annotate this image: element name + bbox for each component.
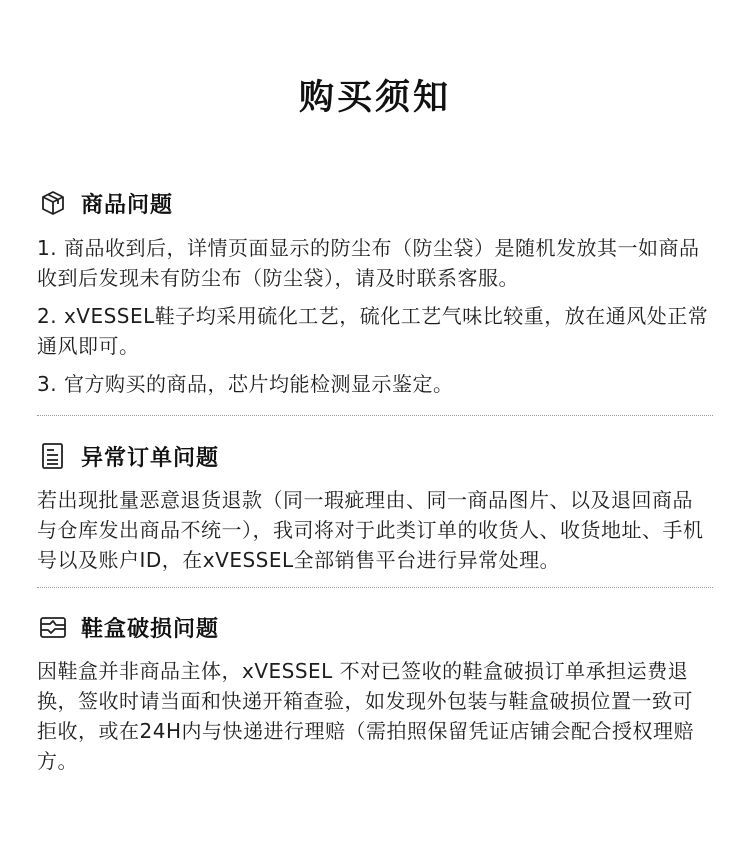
section-product-issues [37,186,713,399]
section-shoebox-damage [37,610,713,776]
paragraph: 1. 商品收到后，详情页面显示的防尘布（防尘袋）是随机发放其一如商品收到后发现未有防尘布（防尘袋），请及时联系客服。 [37,236,700,290]
paragraph: 若出现批量恶意退货退款（同一瑕疵理由、同一商品图片、以及退回商品与仓库发出商品不统一），我司将对于此类订单的收货人、收货地址、手机号以及账户ID，在xVESSEL全部销售平台进行异常处理。 [37,488,704,572]
section-header [37,610,713,644]
divider [37,587,713,588]
page-title: 购买须知 [298,78,451,118]
section-header [37,186,713,220]
paragraph: 2. xVESSEL鞋子均采用硫化工艺，硫化工艺气味比较重，放在通风处正常通风即可。 [37,304,709,358]
divider [37,415,713,416]
box-icon [37,187,69,219]
section-title: 鞋盒破损问题 [81,616,220,642]
paragraph: 3. 官方购买的商品，芯片均能检测显示鉴定。 [37,372,454,396]
damaged-box-icon [37,611,69,643]
section-title: 异常订单问题 [81,445,220,471]
section-header [37,439,713,473]
paragraph: 因鞋盒并非商品主体，xVESSEL 不对已签收的鞋盒破损订单承担运费退换，签收时请当面和快递开箱查验，如发现外包装与鞋盒破损位置一致可拒收，或在24H内与快递进行理赔（需拍照保留凭证店铺会配合授权理赔方。 [37,659,694,773]
section-abnormal-orders [37,439,713,575]
document-icon [37,440,69,472]
section-title: 商品问题 [81,192,174,218]
